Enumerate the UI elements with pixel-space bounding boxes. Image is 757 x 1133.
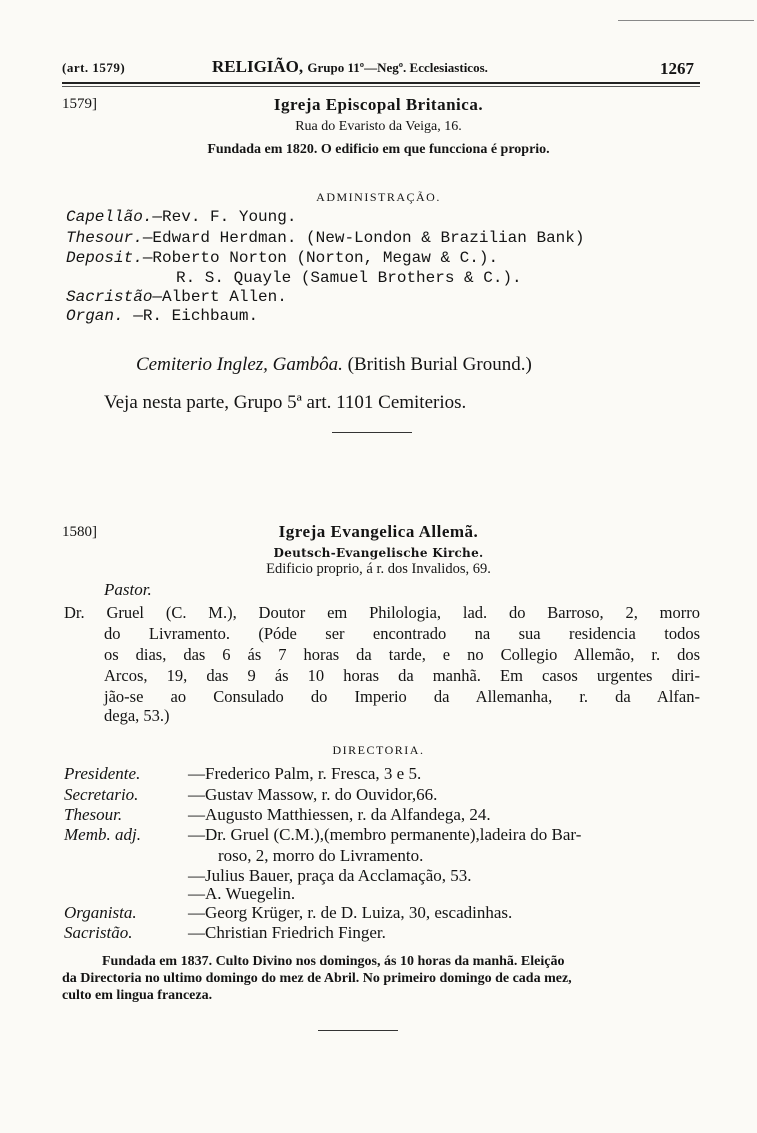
director-role: Thesour. <box>64 805 123 824</box>
director-text: —Gustav Massow, r. do Ouvidor,66. <box>188 785 438 804</box>
director-role: Presidente. <box>64 764 141 783</box>
pastor-heading: Pastor. <box>104 580 152 599</box>
pastor-line: os dias, das 6 ás 7 horas da tarde, e no Collegio Allemão, r. dos <box>104 645 700 664</box>
director-role: Sacristão. <box>64 923 133 942</box>
staff-role: Deposit. <box>66 249 143 267</box>
pastor-line: dega, 53.) <box>104 706 170 725</box>
header-rule-thin <box>62 86 700 87</box>
director-text: —Julius Bauer, praça da Acclamação, 53. <box>188 866 472 885</box>
header-rule <box>62 82 700 84</box>
staff-line <box>66 249 498 267</box>
director-text: —Frederico Palm, r. Fresca, 3 e 5. <box>188 764 422 783</box>
director-line <box>64 764 421 784</box>
cemetery-english: (British Burial Ground.) <box>347 354 532 375</box>
director-line <box>64 923 386 943</box>
staff-name: —R. Eichbaum. <box>133 307 259 325</box>
director-role: Secretario. <box>64 785 139 804</box>
staff-line <box>66 229 584 247</box>
entry-building: Edificio proprio, á r. dos Invalidos, 69. <box>266 561 491 577</box>
director-line <box>64 825 581 845</box>
director-line <box>64 785 437 805</box>
note-line: Fundada em 1837. Culto Divino nos domingos, ás 10 horas da manhã. Eleição <box>102 954 565 969</box>
staff-role: Sacristão <box>66 288 153 306</box>
entry-german-name: Deutsch-Evangelische Kirche. <box>273 546 484 560</box>
directoria-heading: DIRECTORIA. <box>332 743 425 757</box>
staff-name: —Rev. F. Young. <box>152 208 297 226</box>
entry-title: Igreja Evangelica Allemã. <box>278 522 479 541</box>
header-section: RELIGIÃO, <box>212 57 304 76</box>
pastor-line: Dr. Gruel (C. M.), Doutor em Philologia, lad. do Barroso, 2, morro <box>64 603 700 622</box>
header-subtitle: Grupo 11º—Negº. Ecclesiasticos. <box>307 60 488 75</box>
section-divider <box>318 1030 398 1031</box>
director-line <box>218 846 423 866</box>
director-role: Memb. adj. <box>64 825 141 844</box>
note-line: da Directoria no ultimo domingo do mez de Abril. No primeiro domingo de cada mez, <box>62 971 572 986</box>
director-text: —A. Wuegelin. <box>188 884 296 903</box>
header-title <box>212 57 488 77</box>
director-text: —Augusto Matthiessen, r. da Alfandega, 24. <box>188 805 491 824</box>
staff-role: Capellão. <box>66 208 153 226</box>
staff-name: —Albert Allen. <box>152 288 287 306</box>
staff-line <box>66 307 258 325</box>
staff-name: —Edward Herdman. (New-London & Brazilian Bank) <box>142 229 585 247</box>
director-text: —Christian Friedrich Finger. <box>188 923 386 942</box>
director-role: Organista. <box>64 903 137 922</box>
staff-role: Organ. <box>66 307 124 325</box>
staff-line <box>66 288 287 306</box>
director-line <box>188 884 295 904</box>
entry-number: 1579] <box>62 96 97 112</box>
header-article-ref: (art. 1579) <box>62 60 126 75</box>
director-line <box>64 805 491 825</box>
staff-line <box>176 269 522 287</box>
entry-founded: Fundada em 1820. O edificio em que funcciona é proprio. <box>207 142 550 157</box>
director-line <box>64 903 512 923</box>
page-number: 1267 <box>660 59 694 78</box>
staff-line <box>66 208 296 226</box>
cemetery-name: Cemiterio Inglez, Gambôa. <box>136 354 343 375</box>
director-text: roso, 2, morro do Livramento. <box>218 846 424 865</box>
director-text: —Dr. Gruel (C.M.),(membro permanente),ladeira do Bar- <box>188 825 582 844</box>
staff-name: —Roberto Norton (Norton, Megaw & C.). <box>142 249 499 267</box>
entry-title: Igreja Episcopal Britanica. <box>273 95 484 114</box>
director-text: —Georg Krüger, r. de D. Luiza, 30, escadinhas. <box>188 903 513 922</box>
cemetery-line <box>136 354 532 376</box>
section-divider <box>332 432 412 433</box>
note-line: culto em lingua franceza. <box>62 988 213 1003</box>
staff-name: R. S. Quayle (Samuel Brothers & C.). <box>176 269 522 287</box>
pastor-line: jão-se ao Consulado do Imperio da Allemanha, r. da Alfan- <box>104 687 700 706</box>
see-also: Veja nesta parte, Grupo 5ª art. 1101 Cemiterios. <box>104 392 467 413</box>
pastor-line: do Livramento. (Póde ser encontrado na sua residencia todos <box>104 624 700 643</box>
entry-address: Rua do Evaristo da Veiga, 16. <box>295 119 462 134</box>
director-line <box>188 866 472 886</box>
pastor-line: Arcos, 19, das 9 ás 10 horas da manhã. Em casos urgentes diri- <box>104 666 700 685</box>
top-edge-line <box>618 20 754 21</box>
staff-role: Thesour. <box>66 229 143 247</box>
admin-heading: ADMINISTRAÇÃO. <box>316 190 441 204</box>
entry-number: 1580] <box>62 524 97 540</box>
